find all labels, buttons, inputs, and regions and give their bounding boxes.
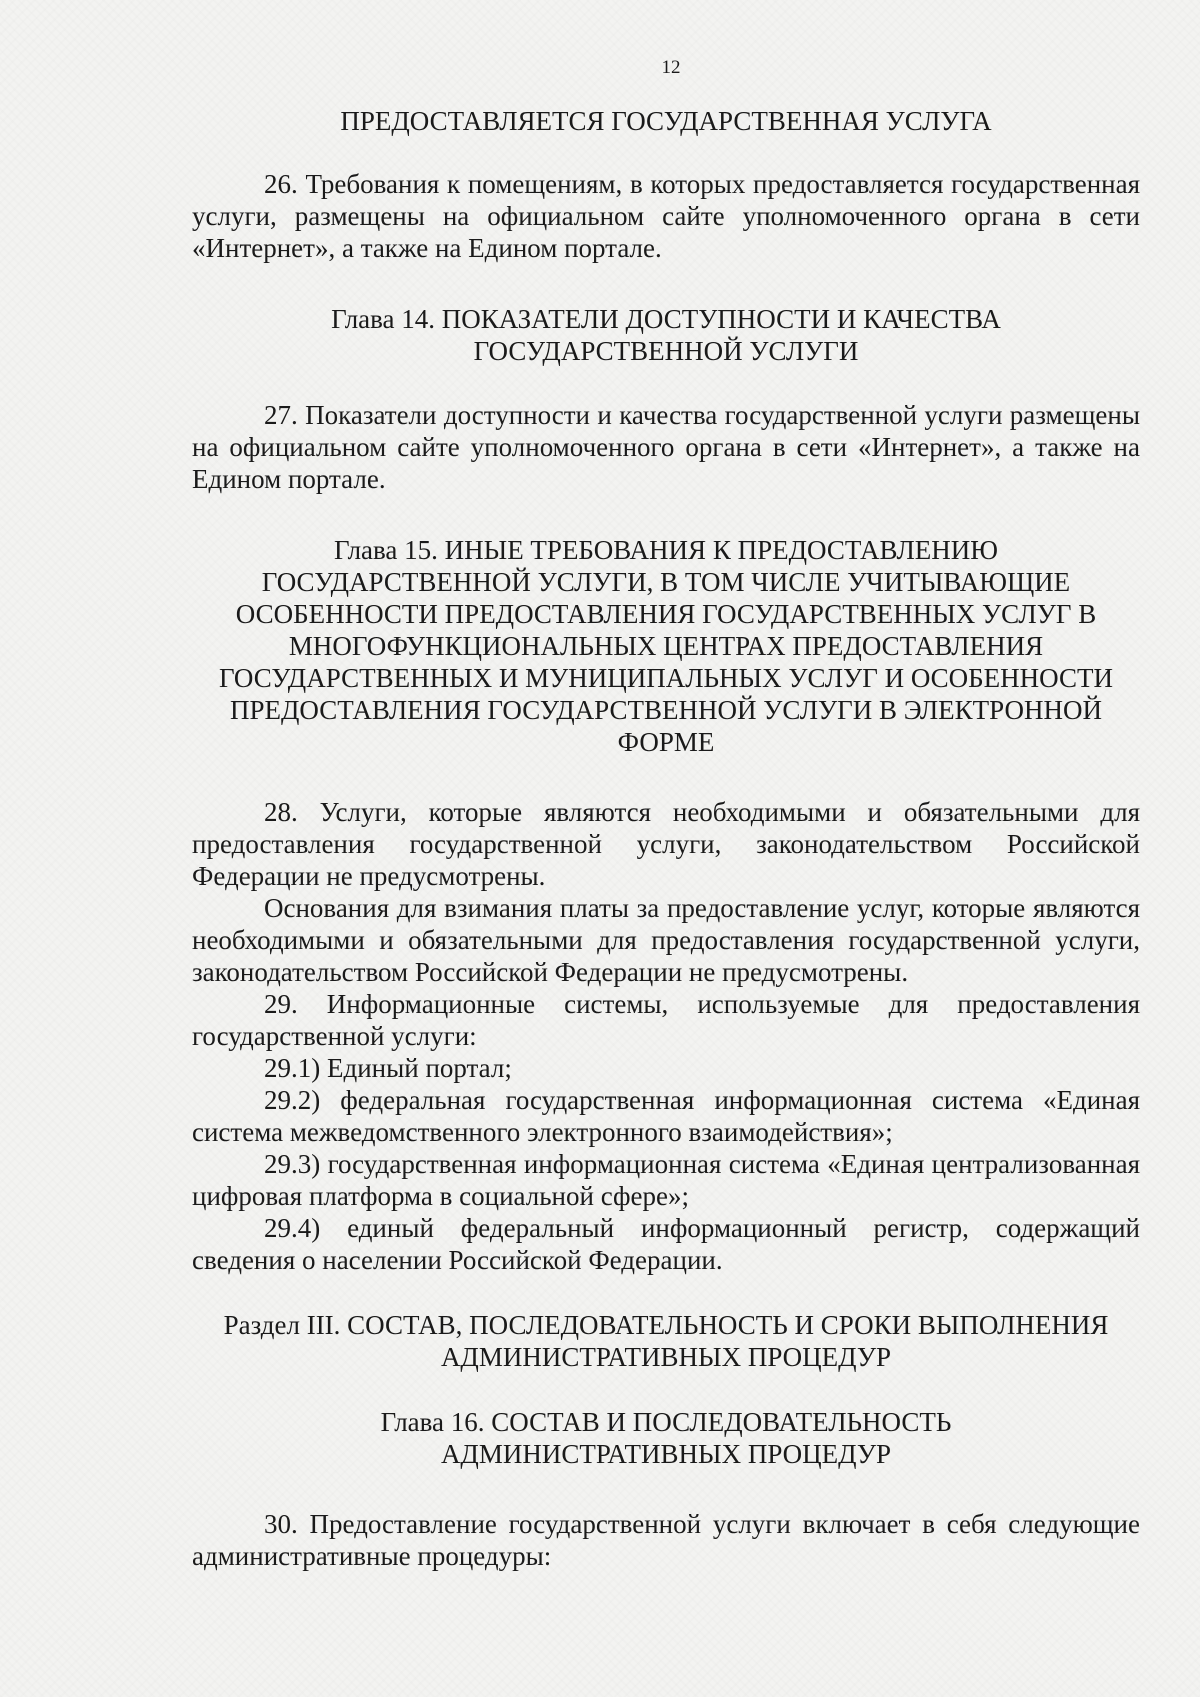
paragraph-29: 29. Информационные системы, используемые для предоставления государственной услуги: <box>192 989 1140 1051</box>
page-content <box>192 56 1140 1572</box>
heading-line: ГОСУДАРСТВЕННОЙ УСЛУГИ <box>473 336 859 366</box>
heading-line: Глава 15. ИНЫЕ ТРЕБОВАНИЯ К ПРЕДОСТАВЛЕНИЮ <box>333 535 999 565</box>
paragraph-27: 27. Показатели доступности и качества государственной услуги размещены на официальном сайте уполномоченного органа в сети «Интернет», а также на Едином портале. <box>192 400 1140 494</box>
chapter-14-heading <box>192 303 1140 367</box>
heading-line: ПРЕДОСТАВЛЯЕТСЯ ГОСУДАРСТВЕННАЯ УСЛУГА <box>340 106 992 136</box>
heading-line: ГОСУДАРСТВЕННОЙ УСЛУГИ, В ТОМ ЧИСЛЕ УЧИТЫВАЮЩИЕ <box>261 567 1071 597</box>
heading-line: ГОСУДАРСТВЕННЫХ И МУНИЦИПАЛЬНЫХ УСЛУГ И ОСОБЕННОСТИ <box>219 663 1113 693</box>
list-item-29-1: 29.1) Единый портал; <box>264 1053 512 1083</box>
heading-line: Глава 16. СОСТАВ И ПОСЛЕДОВАТЕЛЬНОСТЬ <box>380 1407 952 1437</box>
paragraph-28-fees: Основания для взимания платы за предоставление услуг, которые являются необходимыми и обязательными для предоставления государственной услуги, законодательством Российской Федерации не предусмотрены. <box>192 893 1140 987</box>
paragraph-30: 30. Предоставление государственной услуги включает в себя следующие административные процедуры: <box>192 1509 1140 1571</box>
section-heading-continued <box>192 105 1140 137</box>
heading-line: МНОГОФУНКЦИОНАЛЬНЫХ ЦЕНТРАХ ПРЕДОСТАВЛЕНИЯ <box>288 631 1044 661</box>
heading-line: Раздел III. СОСТАВ, ПОСЛЕДОВАТЕЛЬНОСТЬ И СРОКИ ВЫПОЛНЕНИЯ <box>223 1310 1109 1340</box>
chapter-16-heading <box>192 1406 1140 1470</box>
list-item-29-3: 29.3) государственная информационная система «Единая централизованная цифровая платформа в социальной сфере»; <box>192 1149 1140 1211</box>
list-item-29-2: 29.2) федеральная государственная информационная система «Единая система межведомственного электронного взаимодействия»; <box>192 1085 1140 1147</box>
heading-line: ПРЕДОСТАВЛЕНИЯ ГОСУДАРСТВЕННОЙ УСЛУГИ В ЭЛЕКТРОННОЙ <box>229 695 1103 725</box>
heading-line: Глава 14. ПОКАЗАТЕЛИ ДОСТУПНОСТИ И КАЧЕСТВА <box>331 304 1001 334</box>
heading-line: ФОРМЕ <box>617 727 715 757</box>
paragraph-26: 26. Требования к помещениям, в которых предоставляется государственная услуги, размещены на официальном сайте уполномоченного органа в сети «Интернет», а также на Едином портале. <box>192 169 1140 263</box>
heading-line: АДМИНИСТРАТИВНЫХ ПРОЦЕДУР <box>440 1439 892 1469</box>
page-number: 12 <box>661 57 681 78</box>
section-3-heading <box>192 1309 1140 1373</box>
chapter-15-heading <box>192 534 1140 758</box>
list-item-29-4: 29.4) единый федеральный информационный регистр, содержащий сведения о населении Российской Федерации. <box>192 1213 1140 1275</box>
heading-line: ОСОБЕННОСТИ ПРЕДОСТАВЛЕНИЯ ГОСУДАРСТВЕННЫХ УСЛУГ В <box>235 599 1097 629</box>
heading-line: АДМИНИСТРАТИВНЫХ ПРОЦЕДУР <box>440 1342 892 1372</box>
paragraph-28: 28. Услуги, которые являются необходимыми и обязательными для предоставления государственной услуги, законодательством Российской Федерации не предусмотрены. <box>192 797 1140 891</box>
